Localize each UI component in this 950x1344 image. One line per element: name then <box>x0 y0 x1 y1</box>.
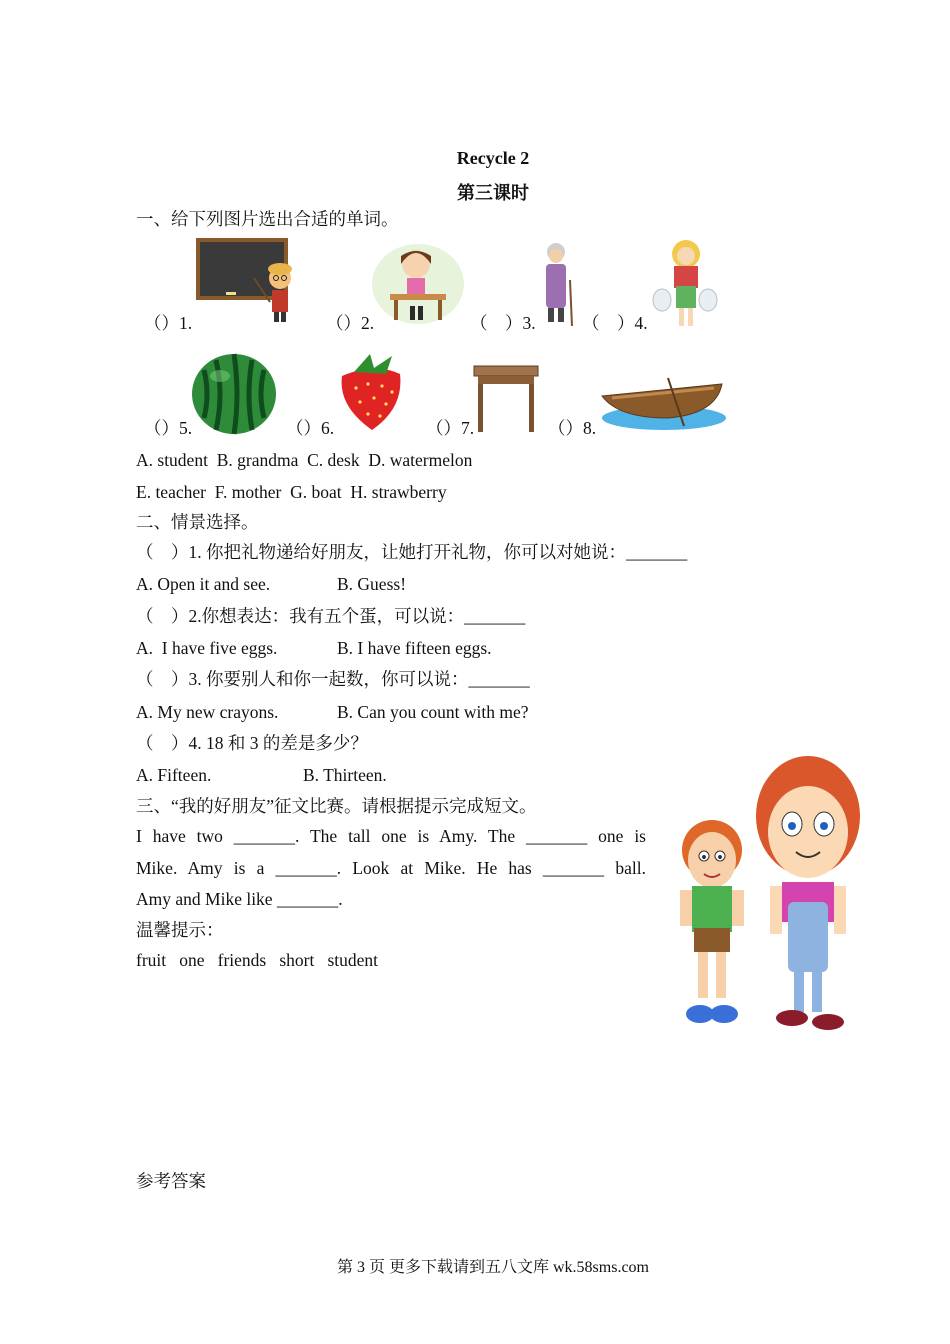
section2-question-3: （ ）3. 你要别人和你一起数，你可以说：_______ <box>136 669 530 689</box>
section3-hint-label: 温馨提示： <box>136 920 224 940</box>
q1-item-6: （）6. <box>286 418 335 438</box>
boat-picture <box>598 372 728 434</box>
section2-q4-option-b: B. Thirteen. <box>303 765 387 785</box>
section2-q1-option-a: A. Open it and see. <box>136 574 271 594</box>
teacher-blackboard-picture <box>196 238 316 328</box>
page-title: Recycle 2 <box>456 148 530 168</box>
desk-picture <box>472 362 542 434</box>
section1-heading: 一、给下列图片选出合适的单词。 <box>136 209 399 229</box>
watermelon-picture <box>190 352 278 436</box>
section3-passage-line2: Mike. Amy is a _______. Look at Mike. He has _______ ball. <box>136 858 646 878</box>
section2-q3-option-a: A. My new crayons. <box>136 702 279 722</box>
student-desk-picture <box>370 238 466 330</box>
page-footer: 第 3 页 更多下载请到五八文库 wk.58sms.com <box>336 1259 649 1276</box>
q1-item-4: （ ）4. <box>582 313 648 333</box>
section3-hint-words: fruit one friends short student <box>136 950 379 970</box>
page-subtitle: 第三课时 <box>457 183 529 203</box>
boy-and-girl-picture <box>670 752 870 1032</box>
section2-q2-option-b: B. I have fifteen eggs. <box>337 638 492 658</box>
section2-q1-option-b: B. Guess! <box>337 574 407 594</box>
q1-item-7: （）7. <box>426 418 475 438</box>
strawberry-picture <box>334 346 414 434</box>
section2-q2-option-a: A. I have five eggs. <box>136 638 278 658</box>
q1-item-3: （ ）3. <box>470 313 536 333</box>
grandma-picture <box>536 240 580 330</box>
q1-item-5: （）5. <box>144 418 193 438</box>
section2-heading: 二、情景选择。 <box>136 512 259 532</box>
q1-item-1: （）1. <box>144 313 193 333</box>
section2-question-2: （ ）2.你想表达：我有五个蛋，可以说：_______ <box>136 606 526 626</box>
mother-with-bags-picture <box>652 236 718 330</box>
section2-q3-option-b: B. Can you count with me? <box>337 702 529 722</box>
q1-item-8: （）8. <box>548 418 597 438</box>
section2-q4-option-a: A. Fifteen. <box>136 765 212 785</box>
section3-heading: 三、“我的好朋友”征文比赛。请根据提示完成短文。 <box>136 796 537 816</box>
q1-item-2: （）2. <box>326 313 375 333</box>
section3-passage-line1: I have two _______. The tall one is Amy. The _______ one is <box>136 826 646 846</box>
section3-passage-line3: Amy and Mike like _______. <box>136 889 343 909</box>
section1-options-line1: A. student B. grandma C. desk D. watermelon <box>136 450 473 470</box>
section1-options-line2: E. teacher F. mother G. boat H. strawberry <box>136 482 447 502</box>
answers-label: 参考答案 <box>136 1171 206 1191</box>
section2-question-1: （ ）1. 你把礼物递给好朋友，让她打开礼物，你可以对她说：_______ <box>136 542 688 562</box>
section2-question-4: （ ）4. 18 和 3 的差是多少？ <box>136 733 368 753</box>
